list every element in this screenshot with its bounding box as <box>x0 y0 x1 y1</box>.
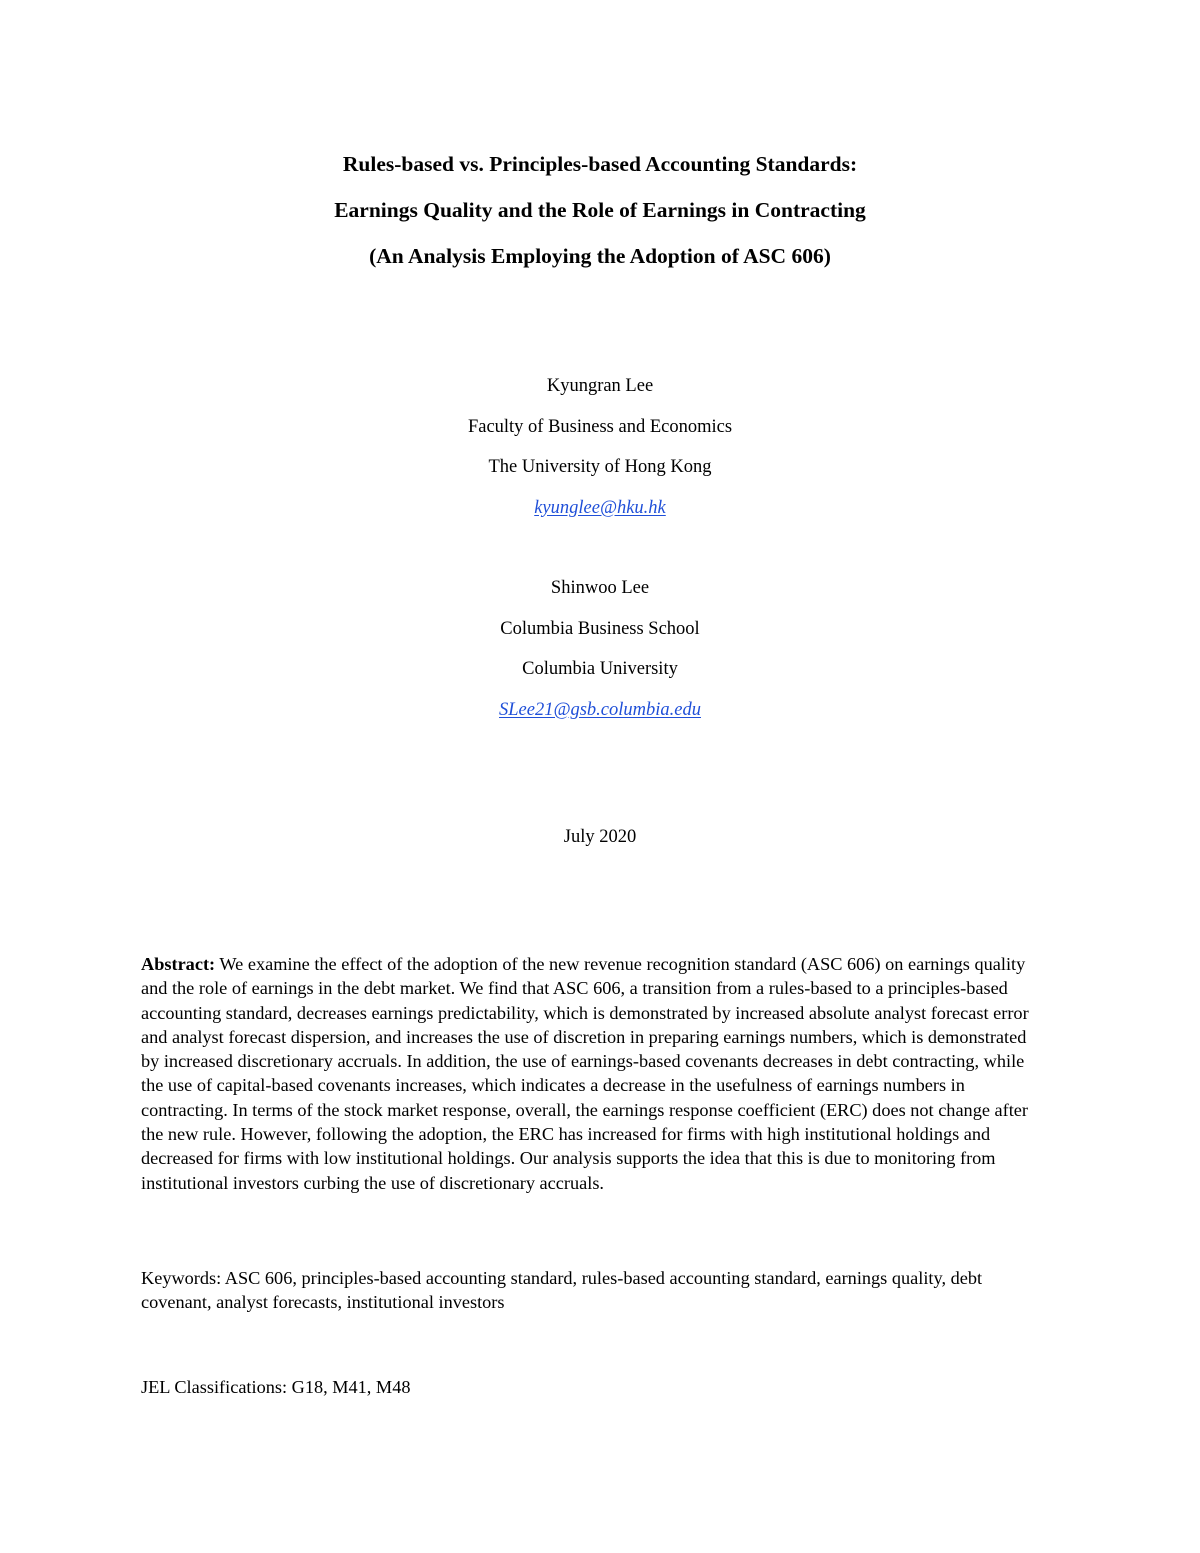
abstract <box>141 952 1046 1195</box>
author-email-link[interactable]: kyunglee@hku.hk <box>534 497 666 518</box>
title-line-3: (An Analysis Employing the Adoption of ASC 606) <box>369 244 831 268</box>
author-institution: Columbia University <box>522 659 678 679</box>
title-line-1: Rules-based vs. Principles-based Accounting Standards: <box>342 152 858 176</box>
abstract-text: We examine the effect of the adoption of the new revenue recognition standard (ASC 606) on earnings quality and the role of earnings in the debt market. We find that ASC 606, a transition from a rules-based to a principles-based accounting standard, decreases earnings predictability, which is demonstrated by increased absolute analyst forecast error and analyst forecast dispersion, and increases the use of discretion in preparing earnings numbers, which is demonstrated by increased discretionary accruals. In addition, the use of earnings-based covenants decreases in debt contracting, while the use of capital-based covenants increases, which indicates a decrease in the usefulness of earnings numbers in contracting. In terms of the stock market response, overall, the earnings response coefficient (ERC) does not change after the new rule. However, following the adoption, the ERC has increased for firms with high institutional holdings and decreased for firms with low institutional holdings. Our analysis supports the idea that this is due to monitoring from institutional investors curbing the use of discretionary accruals. <box>141 954 1029 1193</box>
author-name: Kyungran Lee <box>546 376 654 396</box>
author-email-link[interactable]: SLee21@gsb.columbia.edu <box>499 699 701 720</box>
author-name: Shinwoo Lee <box>550 578 650 598</box>
abstract-label: Abstract: <box>141 954 216 974</box>
author-email-row <box>0 488 1200 529</box>
author-institution: The University of Hong Kong <box>488 457 712 477</box>
author-affiliation: Faculty of Business and Economics <box>467 416 733 437</box>
paper-title <box>0 141 1200 279</box>
author-block-1 <box>0 366 1200 528</box>
jel-classifications: JEL Classifications: G18, M41, M48 <box>141 1377 411 1397</box>
keywords: Keywords: ASC 606, principles-based accounting standard, rules-based accounting standard, earnings quality, debt covenant, analyst forecasts, institutional investors <box>141 1268 983 1313</box>
publication-date: July 2020 <box>563 827 637 847</box>
author-email-row <box>0 690 1200 731</box>
author-block-2 <box>0 568 1200 730</box>
author-affiliation: Columbia Business School <box>500 618 700 639</box>
title-line-2: Earnings Quality and the Role of Earnings in Contracting <box>334 198 866 222</box>
